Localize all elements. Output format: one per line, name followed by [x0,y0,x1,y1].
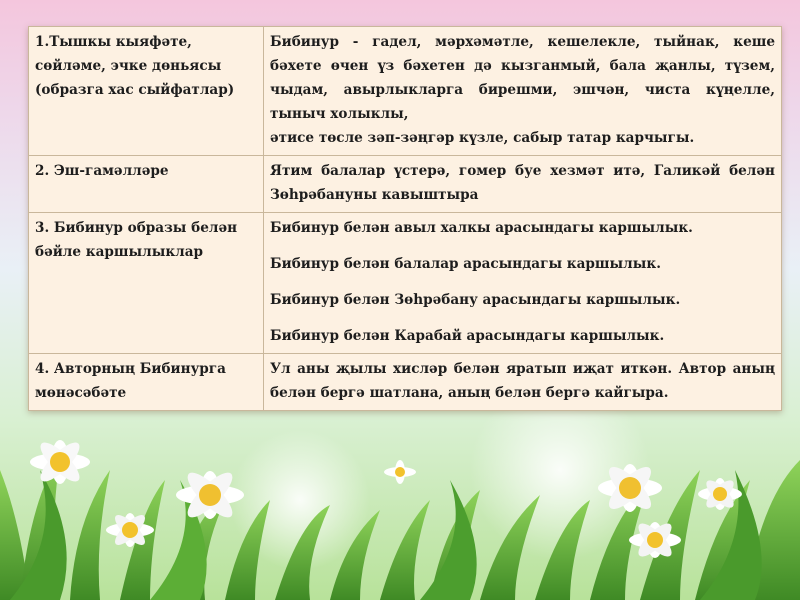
table-row [29,156,782,213]
content-paragraph: әтисе төсле зәп-зәңгәр күзле, сабыр татар карчыгы. [270,130,695,146]
table-row [29,27,782,156]
row-label: 3. Бибинур образы белән бәйле каршылыклар [29,213,264,354]
content-paragraph: Бибинур белән авыл халкы арасындагы каршылык. [270,220,693,236]
info-table [28,26,782,411]
table-row [29,354,782,411]
row-label: 1.Тышкы кыяфәте, сөйләме, эчке дөньясы (образга хас сыйфатлар) [29,27,264,156]
content-paragraph: Ятим балалар үстерә, гомер буе хезмәт итә, Галикәй белән Зөһрәбануны кавыштыра [270,163,775,203]
content-paragraph: Ул аны җылы хисләр белән яратып иҗат иткән. Автор аның белән бергә шатлана, аның белән бергә кайгыра. [270,361,775,401]
content-paragraph: Бибинур - гадел, мәрхәмәтле, кешелекле, тыйнак, кеше бәхете өчен үз бәхетен дә кызганмый, бала җанлы, түзем, чыдам, авырлыкларга бирешми, эшчән, чиста күңелле, тыныч холыклы, [270,34,775,122]
table-row [29,213,782,354]
row-content [264,156,782,213]
content-paragraph: Бибинур белән Зөһрәбану арасындагы каршылык. [270,292,681,308]
row-label: 4. Авторның Бибинурга мөнәсәбәте [29,354,264,411]
row-content [264,27,782,156]
content-paragraph: Бибинур белән Карабай арасындагы каршылык. [270,328,665,344]
row-content [264,213,782,354]
info-table-container [28,26,782,411]
content-paragraph: Бибинур белән балалар арасындагы каршылык. [270,256,661,272]
row-label: 2. Эш-гамәлләре [29,156,264,213]
row-content [264,354,782,411]
